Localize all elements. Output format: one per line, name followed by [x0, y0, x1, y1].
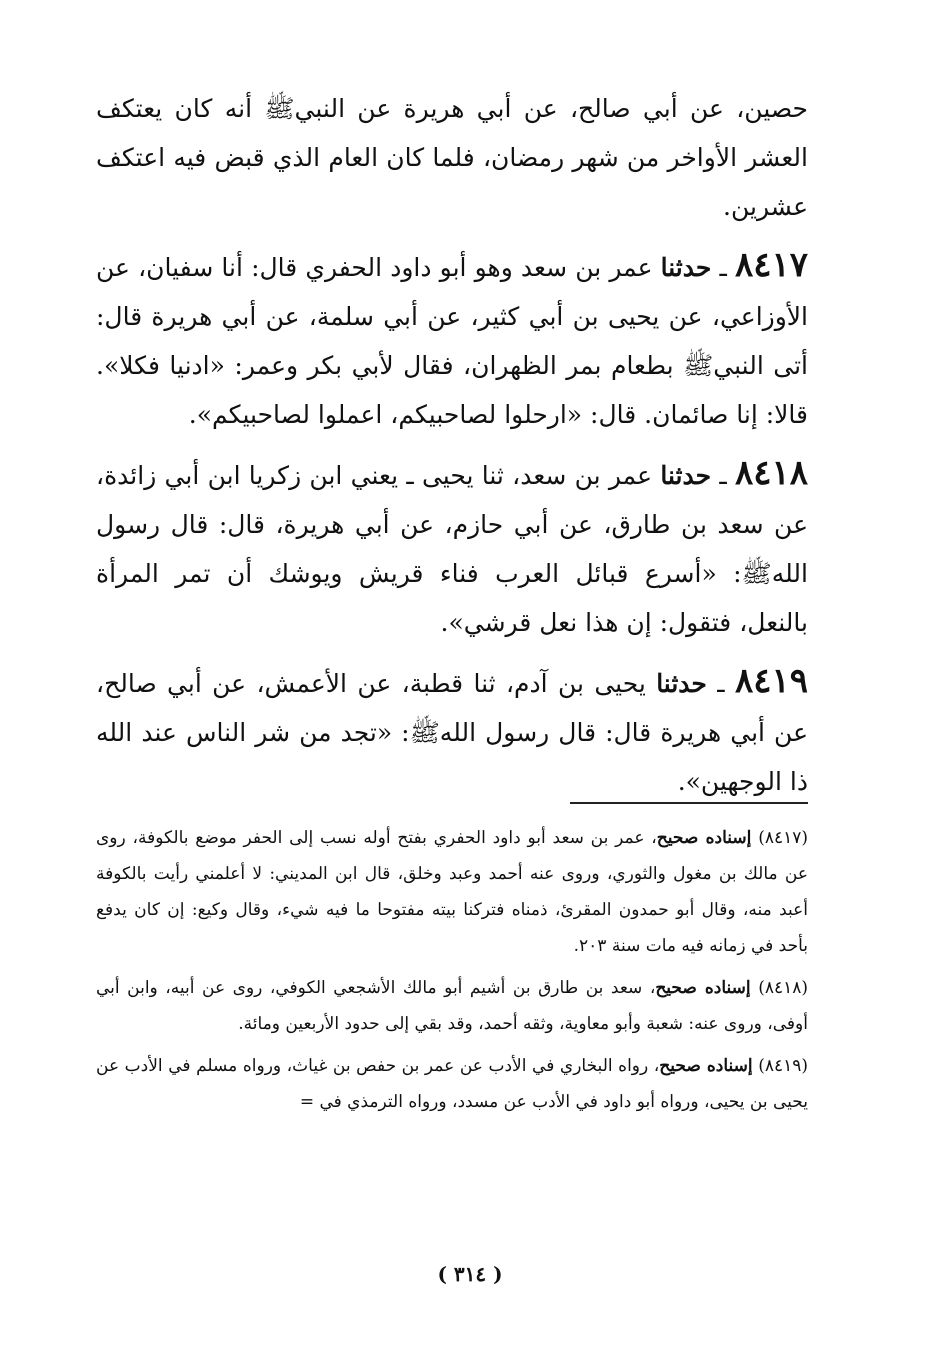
footnote-keyword: إسناده صحيح	[656, 828, 752, 848]
hadith-number: ٨٤١٨	[734, 453, 808, 493]
hadith-text: يحيى بن آدم، ثنا قطبة، عن الأعمش، عن أبي صالح، عن أبي هريرة قال: قال رسول اللهﷺ: «تجد من شر الناس عند الله ذا الوجهين».	[96, 669, 808, 796]
hadith-keyword: حدثنا	[660, 253, 712, 282]
footnote-text: ، عمر بن سعد أبو داود الحفري بفتح أوله نسب إلى الحفر موضع بالكوفة، روى عن مالك بن مغول والثوري، وروى عنه أحمد وعبد وخلق، قال ابن المديني: لا أعلمني رأيت بالكوفة أعبد منه، وقال أبو حمدون المقرئ، ذمناه فتركنا بيته مفتوحا ما فيه شيء، وقال وكيع: إن كان يدفع بأحد في زمانه فيه مات سنة ٢٠٣.	[96, 828, 808, 956]
footnote-keyword: إسناده صحيح	[659, 1056, 753, 1076]
footnote-8419	[96, 1048, 808, 1120]
hadith-8419	[96, 657, 808, 806]
footnote-8418	[96, 970, 808, 1042]
footnote-ref: (٨٤١٩)	[758, 1056, 809, 1076]
footnotes	[96, 820, 808, 1126]
hadith-dash: ـ	[711, 253, 735, 282]
footnote-text: ، رواه البخاري في الأدب عن عمر بن حفص بن غياث، ورواه مسلم في الأدب عن يحيى بن يحيى، ورواه أبو داود في الأدب عن مسدد، ورواه الترمذي في =	[96, 1056, 808, 1112]
page-number: ( ٣١٤ )	[437, 1262, 503, 1286]
footnote-keyword: إسناده صحيح	[655, 978, 751, 998]
footnote-ref: (٨٤١٧)	[758, 828, 809, 848]
hadith-dash: ـ	[711, 461, 735, 490]
hadith-8418	[96, 449, 808, 647]
hadith-8417	[96, 241, 808, 439]
hadith-number: ٨٤١٧	[734, 245, 808, 285]
hadith-text: عمر بن سعد وهو أبو داود الحفري قال: أنا سفيان، عن الأوزاعي، عن يحيى بن أبي كثير، عن أبي سلمة، عن أبي هريرة قال: أتى النبيﷺ بطعام بمر الظهران، فقال لأبي بكر وعمر: «ادنيا فكلا». قالا: إنا صائمان. قال: «ارحلوا لصاحبيكم، اعملوا لصاحبيكم».	[96, 253, 808, 429]
footnote-8417	[96, 820, 808, 964]
footnote-divider	[570, 802, 808, 804]
footnote-ref: (٨٤١٨)	[758, 978, 809, 998]
footnote-text: ، سعد بن طارق بن أشيم أبو مالك الأشجعي الكوفي، روى عن أبيه، وابن أبي أوفى، وروى عنه: شعبة وأبو معاوية، وثقه أحمد، وقد بقي إلى حدود الأربعين ومائة.	[96, 978, 808, 1034]
hadith-keyword: حدثنا	[656, 669, 707, 698]
hadith-number: ٨٤١٩	[734, 661, 808, 701]
hadith-text: عمر بن سعد، ثنا يحيى ـ يعني ابن زكريا ابن أبي زائدة، عن سعد بن طارق، عن أبي حازم، عن أبي هريرة، قال: قال رسول اللهﷺ: «أسرع قبائل العرب فناء قريش ويوشك أن تمر المرأة بالنعل، فتقول: إن هذا نعل قرشي».	[96, 461, 808, 637]
hadith-dash: ـ	[706, 669, 735, 698]
hadith-keyword: حدثنا	[660, 461, 712, 490]
intro-paragraph: حصين، عن أبي صالح، عن أبي هريرة عن النبيﷺ أنه كان يعتكف العشر الأواخر من شهر رمضان، فلما كان العام الذي قبض فيه اعتكف عشرين.	[96, 94, 808, 221]
main-text	[96, 84, 808, 816]
